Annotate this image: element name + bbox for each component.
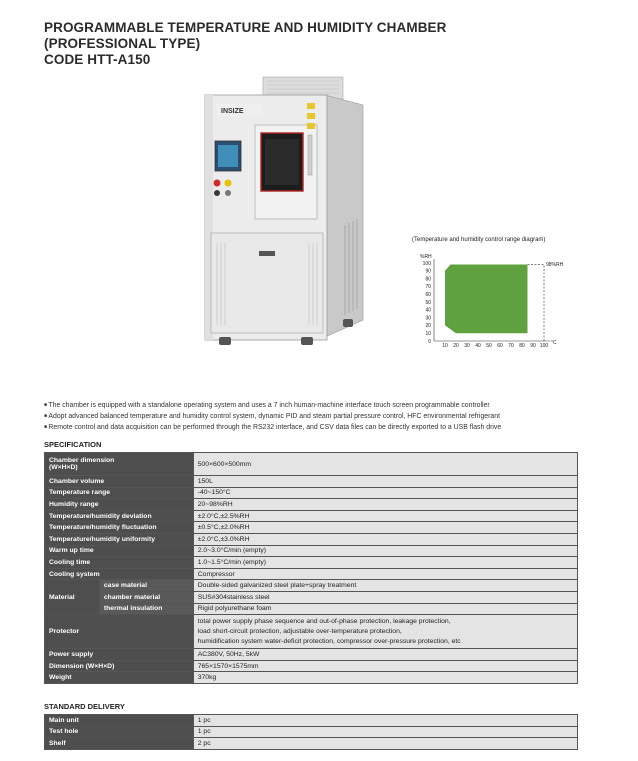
delivery-label: Main unit (45, 715, 194, 727)
spec-value: 500×600×500mm (193, 453, 577, 476)
x-tick-label: 20 (453, 343, 459, 348)
spec-value: -40~150°C (193, 487, 577, 499)
spec-value: Rigid polyurethane foam (193, 603, 577, 615)
delivery-label: Shelf (45, 738, 194, 750)
delivery-value: 1 pc (193, 726, 577, 738)
y-tick-label: 60 (425, 292, 431, 298)
y-tick-label: 30 (425, 315, 431, 322)
x-tick-label: 80 (519, 343, 525, 348)
table-row (45, 487, 578, 499)
spec-value: ±2.0°C,±2.5%RH (193, 510, 577, 522)
material-label: Material (45, 580, 100, 615)
chamber-product-image (195, 75, 375, 350)
x-tick-label: 60 (497, 343, 503, 348)
protector-value: total power supply phase sequence and out-of-phase protection, leakage protection, load short-circuit protection, adjustable over-temperature protection, humidification system water-deficit protection, compressor over-pressure protection, etc (193, 615, 577, 649)
table-row (45, 672, 578, 684)
spec-label: Temperature/humidity fluctuation (45, 522, 194, 534)
spec-label: Chamber volume (45, 476, 194, 488)
table-row (45, 615, 578, 649)
y-tick-label: 20 (425, 323, 431, 330)
x-tick-label: 50 (486, 343, 492, 348)
spec-value: ±0.5°C,±2.0%RH (193, 522, 577, 534)
y-unit-label: %RH (420, 254, 432, 260)
table-row (45, 580, 578, 592)
table-row (45, 545, 578, 557)
protector-label: Protector (45, 615, 194, 649)
spec-heading: SPECIFICATION (44, 440, 102, 449)
x-tick-label: 30 (464, 343, 470, 348)
spec-label: Temperature/humidity uniformity (45, 533, 194, 545)
table-row (45, 726, 578, 738)
diagram-title: (Temperature and humidity control range diagram) (412, 237, 546, 243)
table-row (45, 660, 578, 672)
table-row (45, 557, 578, 569)
spec-sublabel: case material (99, 580, 193, 592)
spec-label: Power supply (45, 649, 194, 661)
table-row (45, 522, 578, 534)
title-line-3: CODE HTT-A150 (44, 52, 151, 67)
spec-label: Dimension (W×H×D) (45, 660, 194, 672)
spec-label: Cooling system (45, 568, 194, 580)
y-tick-label: 80 (425, 276, 431, 283)
spec-value: 20~98%RH (193, 499, 577, 511)
spec-label: Chamber dimension (W×H×D) (45, 453, 194, 476)
delivery-table (44, 714, 578, 750)
table-row (45, 715, 578, 727)
table-row (45, 533, 578, 545)
title-line-1: PROGRAMMABLE TEMPERATURE AND HUMIDITY CHAMBER (44, 20, 447, 35)
range-chart (412, 243, 612, 348)
x-unit-label: °C (551, 340, 557, 346)
y-tick-label: 70 (425, 284, 431, 291)
feature-list (44, 400, 624, 433)
x-tick-label: 10 (442, 343, 448, 348)
spec-value: 1.0~1.5°C/min (empty) (193, 557, 577, 569)
spec-label: Warm up time (45, 545, 194, 557)
delivery-label: Test hole (45, 726, 194, 738)
x-tick-label: 40 (475, 343, 481, 348)
table-row (45, 568, 578, 580)
feature-item: ■ Adopt advanced balanced temperature and humidity control system, dynamic PID and steam partial pressure control, HFC environmental refrigerant (44, 411, 624, 422)
page-title (44, 20, 447, 68)
spec-value: AC380V, 50Hz, 5kW (193, 649, 577, 661)
table-row (45, 476, 578, 488)
y-tick-label: 10 (425, 331, 431, 337)
table-row (45, 499, 578, 511)
feature-item: ■ Remote control and data acquisition can be performed through the RS232 interface, and CSV data files can be directly exported to a USB flash drive (44, 422, 624, 433)
spec-value: SUS#304stainless steel (193, 591, 577, 603)
table-row (45, 591, 578, 603)
delivery-value: 1 pc (193, 715, 577, 727)
spec-label: Temperature range (45, 487, 194, 499)
x-tick-label: 70 (508, 343, 514, 348)
table-row (45, 649, 578, 661)
x-tick-label: 100 (539, 343, 549, 348)
spec-value: 150L (193, 476, 577, 488)
annotation-98rh: 98%RH (546, 262, 564, 269)
range-diagram (412, 237, 612, 352)
title-line-2: (PROFESSIONAL TYPE) (44, 36, 201, 51)
brand-logo: INSIZE (221, 108, 244, 115)
delivery-heading: STANDARD DELIVERY (44, 702, 125, 711)
spec-value: Compressor (193, 568, 577, 580)
table-row (45, 738, 578, 750)
spec-label: Humidity range (45, 499, 194, 511)
spec-label: Weight (45, 672, 194, 684)
table-row (45, 510, 578, 522)
spec-value: 370kg (193, 672, 577, 684)
spec-value: ±2.0°C,±3.0%RH (193, 533, 577, 545)
table-row (45, 453, 578, 476)
feature-item: ■ The chamber is equipped with a standalone operating system and uses a 7 inch human-machine interface touch screen programmable controller (44, 400, 624, 411)
spec-sublabel: thermal insulation (99, 603, 193, 615)
spec-table (44, 452, 578, 684)
range-area (445, 265, 528, 334)
y-tick-label: 100 (422, 260, 431, 267)
y-tick-label: 50 (425, 299, 431, 306)
y-tick-label: 90 (425, 268, 431, 275)
delivery-value: 2 pc (193, 738, 577, 750)
spec-label: Temperature/humidity deviation (45, 510, 194, 522)
spec-value: 2.0~3.0°C/min (empty) (193, 545, 577, 557)
spec-value: Double-sided galvanized steel plate+spray treatment (193, 580, 577, 592)
y-tick-label: 40 (425, 307, 431, 314)
y-tick-label: 0 (428, 338, 431, 345)
spec-value: 765×1570×1575mm (193, 660, 577, 672)
spec-label: Cooling time (45, 557, 194, 569)
spec-sublabel: chamber material (99, 591, 193, 603)
x-tick-label: 90 (530, 343, 536, 348)
table-row (45, 603, 578, 615)
